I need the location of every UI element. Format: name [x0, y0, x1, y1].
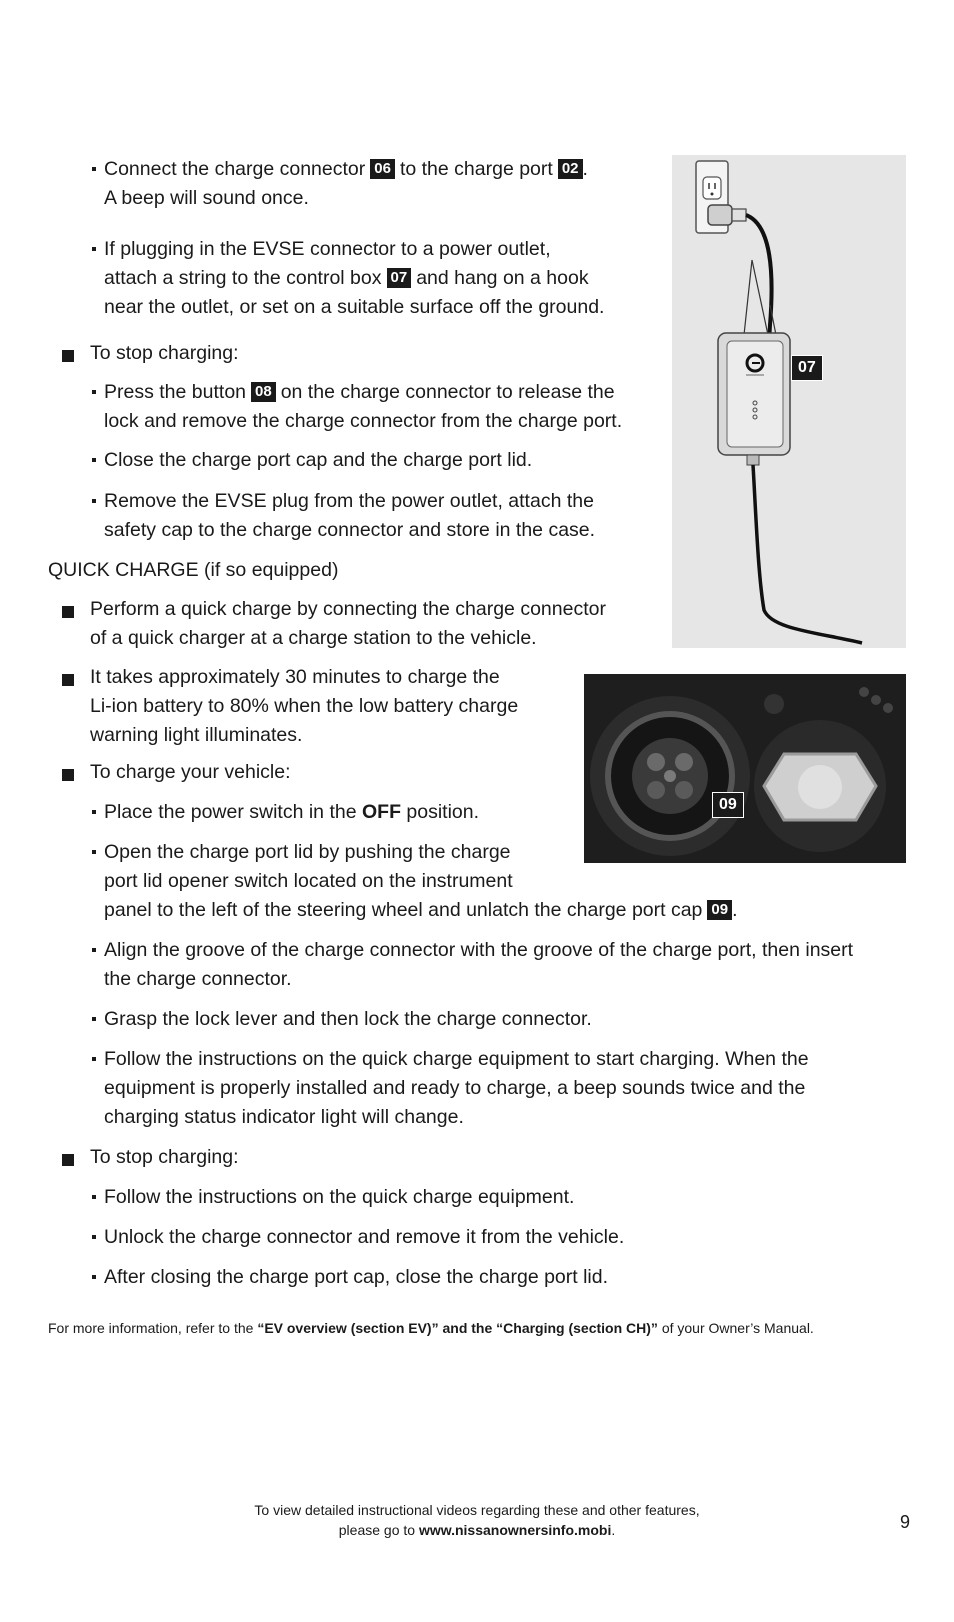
sub-bullet [92, 948, 96, 952]
figure-callout: 09 [712, 792, 744, 818]
takes-line-2: Li-ion battery to 80% when the low battery charge [90, 695, 519, 717]
follow-line-1: Follow the instructions on the quick charge equipment to start charging. When the [104, 1048, 809, 1070]
evse-line-2: attach a string to the control box 07 and hang on a hook [104, 267, 589, 289]
follow-line-3: charging status indicator light will change. [104, 1106, 464, 1128]
connect-line-2: A beep will sound once. [104, 187, 309, 209]
sub-bullet [92, 390, 96, 394]
unlock-line: Unlock the charge connector and remove it from the vehicle. [104, 1226, 625, 1248]
sub-bullet [92, 810, 96, 814]
sub-bullet [92, 850, 96, 854]
open-lid-line-2: port lid opener switch located on the instrument [104, 870, 513, 892]
grasp-line: Grasp the lock lever and then lock the charge connector. [104, 1008, 592, 1030]
remove-plug-line-2: safety cap to the charge connector and store in the case. [104, 519, 596, 541]
page-number: 9 [900, 1512, 911, 1532]
charge-port-drawing [584, 674, 906, 863]
sub-bullet [92, 1275, 96, 1279]
sub-bullet [92, 458, 96, 462]
sub-bullet [92, 1235, 96, 1239]
press-line-2: lock and remove the charge connector from the charge port. [104, 410, 623, 432]
stop-heading-2: To stop charging: [90, 1146, 239, 1168]
square-bullet [62, 674, 74, 686]
power-switch-line: Place the power switch in the OFF position. [104, 801, 480, 823]
stop-heading-1: To stop charging: [90, 342, 239, 364]
evse-line-1: If plugging in the EVSE connector to a power outlet, [104, 238, 551, 260]
close-cap-line: Close the charge port cap and the charge port lid. [104, 449, 533, 471]
callout-badge: 07 [387, 268, 412, 288]
sub-bullet [92, 1017, 96, 1021]
evse-drawing [672, 155, 906, 648]
sub-bullet [92, 1057, 96, 1061]
quick-charge-heading: QUICK CHARGE (if so equipped) [48, 559, 339, 581]
connect-line-1: Connect the charge connector 06 to the charge port 02 . [104, 158, 588, 180]
press-line-1: Press the button 08 on the charge connector to release the [104, 381, 615, 403]
square-bullet [62, 350, 74, 362]
figure-callout: 07 [791, 355, 823, 381]
open-lid-line-1: Open the charge port lid by pushing the charge [104, 841, 511, 863]
after-closing-line: After closing the charge port cap, close the charge port lid. [104, 1266, 609, 1288]
sub-bullet [92, 247, 96, 251]
callout-badge: 06 [370, 159, 395, 179]
sub-bullet [92, 499, 96, 503]
charge-port-photo [584, 674, 906, 863]
evse-illustration [672, 155, 906, 648]
stop-follow-line: Follow the instructions on the quick charge equipment. [104, 1186, 575, 1208]
remove-plug-line-1: Remove the EVSE plug from the power outlet, attach the [104, 490, 594, 512]
footer-url[interactable]: www.nissanownersinfo.mobi [418, 1522, 612, 1538]
takes-line-3: warning light illuminates. [90, 724, 303, 746]
align-line-2: the charge connector. [104, 968, 292, 990]
callout-badge: 09 [707, 900, 732, 920]
sub-bullet [92, 1195, 96, 1199]
quick-perform-line-2: of a quick charger at a charge station to the vehicle. [90, 627, 537, 649]
charge-vehicle-heading: To charge your vehicle: [90, 761, 291, 783]
footer-line-1: To view detailed instructional videos regarding these and other features, [254, 1502, 700, 1518]
square-bullet [62, 606, 74, 618]
open-lid-line-3: panel to the left of the steering wheel and unlatch the charge port cap 09 . [104, 899, 738, 921]
quick-perform-line-1: Perform a quick charge by connecting the charge connector [90, 598, 606, 620]
square-bullet [62, 1154, 74, 1166]
follow-line-2: equipment is properly installed and ready to charge, a beep sounds twice and the [104, 1077, 806, 1099]
callout-badge: 02 [558, 159, 583, 179]
takes-line-1: It takes approximately 30 minutes to charge the [90, 666, 500, 688]
sub-bullet [92, 167, 96, 171]
callout-badge: 08 [251, 382, 276, 402]
footer-line-2: please go to www.nissanownersinfo.mobi. [338, 1522, 616, 1538]
square-bullet [62, 769, 74, 781]
align-line-1: Align the groove of the charge connector with the groove of the charge port, then insert [104, 939, 854, 961]
footnote: For more information, refer to the “EV overview (section EV)” and the “Charging (section CH)” of your Owner’s Manual. [48, 1320, 814, 1336]
evse-line-3: near the outlet, or set on a suitable surface off the ground. [104, 296, 605, 318]
